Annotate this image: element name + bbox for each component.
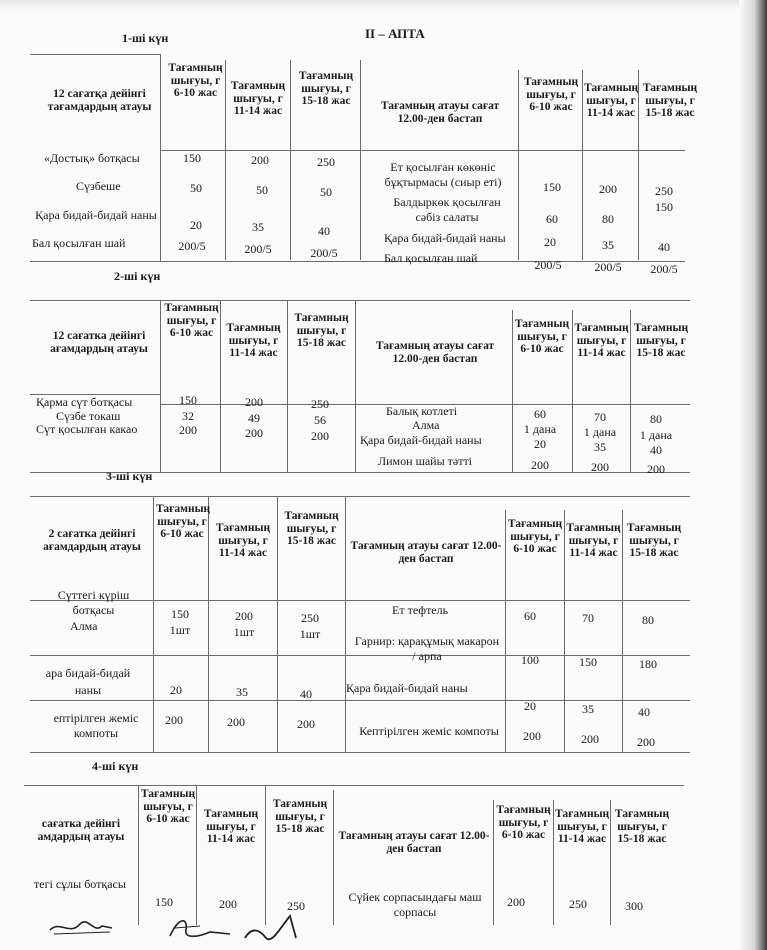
dish-name: тегі сұлы ботқасы: [34, 877, 126, 891]
header-morning-dish: сағатка дейінгі амдардың атауы: [37, 818, 125, 843]
yield-value: 35: [594, 440, 606, 454]
yield-value: 200: [599, 182, 617, 196]
yield-value: 200: [591, 460, 609, 474]
dish-name: Гарнир: қарақұмық макарон / арпа: [354, 634, 500, 663]
yield-value: 250: [317, 155, 335, 169]
dish-name: Қара бидай-бидай наны: [360, 433, 482, 447]
dish-name: Қара бидай-бидай наны: [384, 231, 506, 245]
yield-value: 1шт: [299, 627, 321, 641]
yield-value: 200: [311, 429, 329, 443]
header-afternoon-dish: Тағамның атауы сағат 12.00-ден бастап: [338, 830, 490, 855]
header-yield-15-18: Тағамның шығуы, г 15-18 жас: [294, 312, 349, 349]
yield-value: 200: [507, 895, 525, 909]
yield-value: 200: [245, 426, 263, 440]
header-yield-11-14: Тағамның шығуы, г 11-14 жас: [215, 522, 271, 559]
yield-value: 200: [219, 897, 237, 911]
yield-value: 35: [236, 685, 248, 699]
yield-value: 100: [521, 653, 539, 667]
yield-value: 200/5: [310, 246, 338, 260]
yield-value: 1шт: [233, 625, 255, 639]
yield-value: 80: [642, 613, 654, 627]
yield-value: 150: [183, 151, 201, 165]
header-yield-11-14: Тағамның шығуы, г 11-14 жас: [203, 808, 259, 845]
yield-value: 200: [647, 462, 665, 476]
header-yield-15-18: Тағамның шығуы, г 15-18 жас: [614, 808, 670, 845]
yield-value: 40: [300, 687, 312, 701]
dish-name: Сүйек сорпасындағы маш сорпасы: [348, 890, 482, 919]
day-4-label: 4-ші күн: [92, 759, 139, 773]
dish-name: Қарма сүт ботқасы: [36, 395, 133, 409]
yield-value: 250: [569, 897, 587, 911]
header-afternoon-dish: Тағамның атауы сағат 12.00-ден бастап: [375, 340, 495, 365]
yield-value: 80: [602, 212, 614, 226]
yield-value: 250: [287, 899, 305, 913]
header-yield-15-18: Тағамның шығуы, г 15-18 жас: [298, 70, 354, 107]
yield-value: 40: [650, 443, 662, 457]
yield-value: 180: [639, 657, 657, 671]
yield-value: 40: [658, 240, 670, 254]
scan-edge-shadow: [739, 0, 767, 950]
yield-value: 200: [297, 717, 315, 731]
header-yield-6-10: Тағамның шығуы, г 6-10 жас: [496, 804, 551, 841]
dish-name: Алма: [70, 619, 98, 633]
yield-value: 20: [190, 218, 202, 232]
yield-value: 20: [544, 235, 556, 249]
yield-value: 200: [581, 732, 599, 746]
dish-name: Бал қосылған шай: [32, 236, 126, 250]
yield-value: 20: [534, 437, 546, 451]
header-afternoon-dish: Тағамның атауы сағат 12.00-ден бастап: [350, 540, 502, 565]
yield-value: 150: [179, 393, 197, 407]
header-yield-6-10: Тағамның шығуы, г 6-10 жас: [156, 503, 211, 540]
dish-name: Сүзбе токаш: [56, 409, 121, 423]
yield-value: 150: [155, 895, 173, 909]
yield-value: 60: [534, 407, 546, 421]
header-yield-6-10: Тағамның шығуы, г 6-10 жас: [140, 788, 196, 825]
yield-value: 50: [256, 183, 268, 197]
yield-value: 60: [524, 609, 536, 623]
dish-name: Лимон шайы тәтті: [378, 454, 473, 468]
yield-value: 200/5: [594, 260, 622, 274]
yield-value: 1 дана: [583, 425, 617, 439]
yield-value: 150: [543, 180, 561, 194]
yield-value: 200: [235, 609, 253, 623]
header-yield-6-10: Тағамның шығуы, г 6-10 жас: [168, 62, 223, 99]
header-yield-6-10: Тағамның шығуы, г 6-10 жас: [514, 318, 570, 355]
yield-value: 50: [320, 185, 332, 199]
yield-value: 200: [523, 729, 541, 743]
yield-value: 1 дана: [523, 422, 557, 436]
yield-value: 150: [171, 607, 189, 621]
dish-name: Ет тефтель: [392, 603, 449, 617]
day-3-label: 3-ші күн: [106, 469, 153, 483]
yield-value: 200: [245, 395, 263, 409]
yield-value: 35: [602, 238, 614, 252]
header-yield-6-10: Тағамның шығуы, г 6-10 жас: [507, 518, 563, 555]
dish-name: Кептірілген жеміс компоты: [359, 724, 499, 738]
yield-value: 200/5: [534, 258, 562, 272]
day-1-label: 1-ші күн: [122, 31, 169, 45]
yield-value: 70: [594, 410, 606, 424]
yield-value: 56: [314, 413, 326, 427]
yield-value: 150: [579, 655, 597, 669]
header-yield-15-18: Тағамның шығуы, г 15-18 жас: [642, 82, 698, 119]
yield-value: 32: [182, 409, 194, 423]
yield-value: 200: [251, 153, 269, 167]
header-yield-15-18: Тағамның шығуы, г 15-18 жас: [626, 522, 682, 559]
dish-name: ептірілген жеміс компоты: [53, 711, 139, 740]
header-yield-11-14: Тағамның шығуы, г 11-14 жас: [230, 80, 286, 117]
dish-name: «Достық» ботқасы: [44, 151, 140, 165]
header-morning-dish: 12 сағатка дейінгі ағамдардың атауы: [50, 330, 148, 355]
header-yield-11-14: Тағамның шығуы, г 11-14 жас: [574, 322, 629, 359]
header-yield-11-14: Тағамның шығуы, г 11-14 жас: [226, 322, 281, 359]
header-yield-11-14: Тағамның шығуы, г 11-14 жас: [555, 808, 610, 845]
dish-name: ара бидай-бидай наны: [45, 666, 131, 697]
header-morning-dish: 12 сағатқа дейінгі тағамдардың атауы: [47, 88, 152, 113]
yield-value: 250: [301, 611, 319, 625]
yield-value: 200: [637, 735, 655, 749]
header-yield-15-18: Тағамның шығуы, г 15-18 жас: [284, 510, 339, 547]
dish-name: Балық котлеті: [386, 404, 458, 418]
yield-value: 80: [650, 412, 662, 426]
header-yield-6-10: Тағамның шығуы, г 6-10 жас: [164, 302, 219, 339]
yield-value: 1 дана: [639, 428, 673, 442]
yield-value: 200/5: [650, 262, 678, 276]
yield-value: 150: [655, 200, 673, 214]
dish-name: Бал қосылған шай: [384, 251, 478, 265]
yield-value: 250: [311, 397, 329, 411]
header-yield-11-14: Тағамның шығуы, г 11-14 жас: [584, 82, 639, 119]
day-2-label: 2-ші күн: [114, 269, 161, 283]
header-afternoon-dish: Тағамның атауы сағат 12.00-ден бастап: [380, 100, 500, 125]
dish-name: Қара бидай-бидай наны: [346, 681, 468, 695]
scan-top-shade: [0, 0, 767, 10]
dish-name: Қара бидай-бидай наны: [35, 208, 157, 222]
dish-name: Ет қосылған көкөніс бұқтырмасы (сиыр еті): [384, 160, 502, 189]
yield-value: 20: [170, 683, 182, 697]
dish-name: Балдыркөк қосылған сәбіз салаты: [393, 195, 501, 224]
yield-value: 35: [582, 702, 594, 716]
yield-value: 40: [318, 224, 330, 238]
dish-name: Сүттегі күріш ботқасы: [57, 588, 130, 617]
yield-value: 35: [252, 220, 264, 234]
yield-value: 200: [165, 713, 183, 727]
yield-value: 49: [248, 411, 260, 425]
header-yield-11-14: Тағамның шығуы, г 11-14 жас: [566, 522, 621, 559]
yield-value: 200: [179, 423, 197, 437]
yield-value: 1шт: [169, 623, 191, 637]
signature-marks: [40, 908, 340, 948]
dish-name: Сүзбеше: [76, 179, 121, 193]
header-yield-6-10: Тағамның шығуы, г 6-10 жас: [523, 76, 579, 113]
yield-value: 70: [582, 611, 594, 625]
dish-name: Алма: [412, 418, 440, 432]
yield-value: 50: [190, 181, 202, 195]
yield-value: 40: [638, 705, 650, 719]
yield-value: 200/5: [244, 242, 272, 256]
yield-value: 200/5: [178, 239, 206, 253]
header-morning-dish: 2 сағатка дейінгі ағамдардың атауы: [43, 528, 141, 553]
yield-value: 200: [227, 715, 245, 729]
yield-value: 20: [524, 699, 536, 713]
header-yield-15-18: Тағамның шығуы, г 15-18 жас: [633, 322, 689, 359]
dish-name: Сүт қосылған какао: [36, 422, 138, 436]
header-yield-15-18: Тағамның шығуы, г 15-18 жас: [272, 798, 328, 835]
week-title: ІІ – АПТА: [365, 26, 425, 41]
yield-value: 200: [531, 458, 549, 472]
yield-value: 250: [655, 184, 673, 198]
yield-value: 60: [546, 212, 558, 226]
yield-value: 300: [625, 899, 643, 913]
